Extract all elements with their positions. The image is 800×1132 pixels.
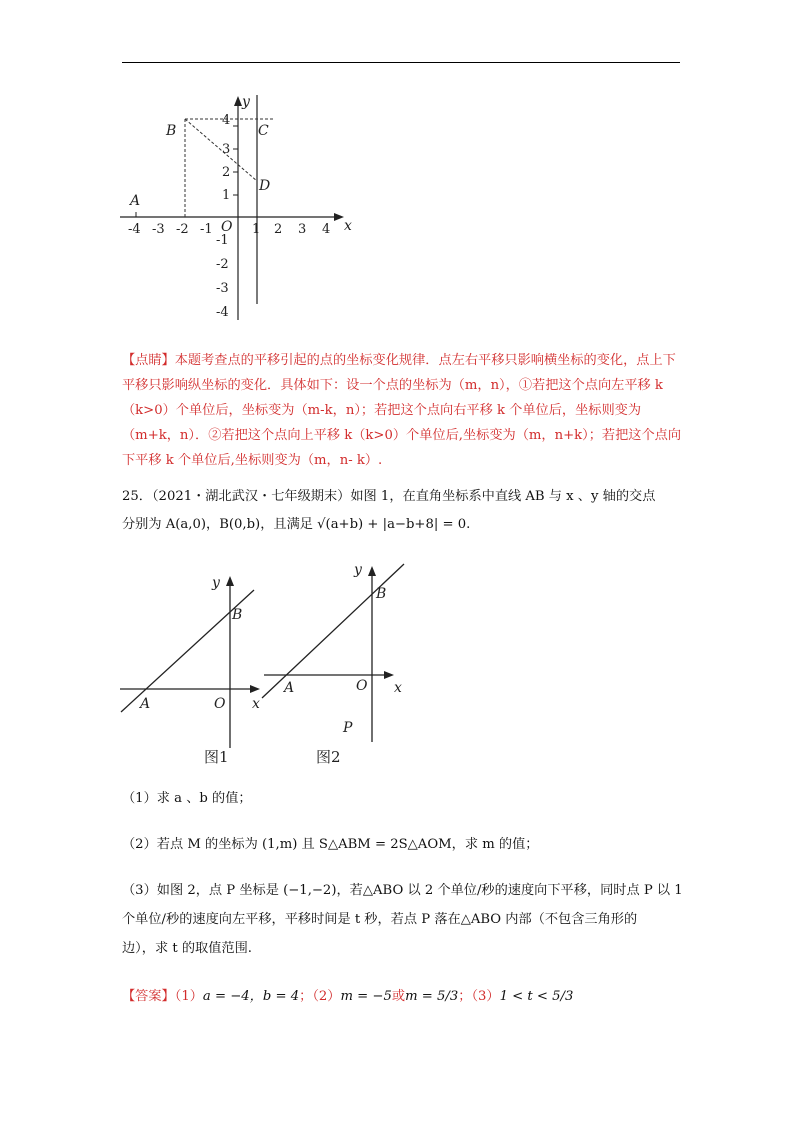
origin-label: O bbox=[221, 219, 233, 235]
y-tick-label: 2 bbox=[222, 165, 231, 180]
fig2-o-label: O bbox=[356, 678, 368, 694]
question-25-line-2: 分别为 A(a,0)，B(0,b)，且满足 √(a+b) + |a−b+8| = 0. bbox=[122, 517, 471, 532]
fig2-caption: 图2 bbox=[316, 748, 341, 766]
coordinate-figure bbox=[118, 92, 358, 328]
x-tick-label: 1 bbox=[252, 222, 261, 237]
y-axis-label: y bbox=[242, 94, 250, 110]
fig2-a-label: A bbox=[284, 680, 295, 696]
question-25-line-1: 25．（2021・湖北武汉・七年级期末）如图 1，在直角坐标系中直线 AB 与 x 、y 轴的交点 bbox=[122, 489, 656, 504]
fig1-x-label: x bbox=[252, 696, 260, 712]
x-tick-label: -2 bbox=[176, 222, 189, 237]
answer-part-3: 1 < t < 5/3 bbox=[499, 989, 574, 1004]
sub-question-3-line-1: （3）如图 2，点 P 坐标是 (−1,−2)，若△ABO 以 2 个单位/秒的速度向下平移，同时点 P 以 1 bbox=[122, 883, 683, 898]
y-tick-label: -3 bbox=[216, 281, 229, 296]
y-tick-label: 1 bbox=[222, 188, 231, 203]
answer-part-2b: m = 5/3 bbox=[405, 989, 459, 1004]
key-point-text: 本题考查点的平移引起的点的坐标变化规律．点左右平移只影响横坐标的变化，点上下平移只影响纵坐标的变化．具体如下：设一个点的坐标为（m，n），①若把这个点向左平移 k（k>0）个单位后，坐标变为（m-k，n）；若把这个点向右平移 k 个单位后，坐标则变为（m+k，n）．②若把这个点向上平移 k（k>0）个单位后,坐标变为（m，n+k）；若把这个点向下平移 k 个单位后,坐标则变为（m，n- k）. bbox=[122, 353, 682, 468]
x-axis-label: x bbox=[344, 218, 352, 234]
sub-question-3-line-2: 个单位/秒的速度向左平移，平移时间是 t 秒，若点 P 落在△ABO 内部（不包含三角形的 bbox=[122, 912, 638, 927]
answer-or: 或 bbox=[391, 989, 406, 1004]
figure-1-and-2 bbox=[118, 560, 428, 770]
y-tick-label: 3 bbox=[222, 142, 231, 157]
fig2-x-label: x bbox=[394, 680, 402, 696]
y-tick-label: -1 bbox=[216, 233, 229, 248]
answer-part-2a: m = −5 bbox=[340, 989, 392, 1004]
x-tick-label: -1 bbox=[200, 222, 213, 237]
header-rule bbox=[122, 62, 680, 63]
fig1-y-label: y bbox=[212, 575, 220, 591]
answer-tag: 【答案】 bbox=[122, 989, 175, 1004]
fig1-b-label: B bbox=[232, 607, 243, 623]
y-tick-label: -2 bbox=[216, 257, 229, 272]
y-tick-label: 4 bbox=[222, 113, 231, 128]
point-d-label: D bbox=[259, 178, 271, 194]
fig2-y-label: y bbox=[354, 562, 362, 578]
answer-line bbox=[122, 984, 692, 1010]
x-tick-label: -3 bbox=[152, 222, 165, 237]
sub-question-3-line-3: 边），求 t 的取值范围. bbox=[122, 941, 252, 956]
point-b-label: B bbox=[166, 123, 177, 139]
key-point-note bbox=[122, 348, 682, 473]
answer-part-1-prefix: （1） bbox=[174, 989, 203, 1004]
answer-part-2-prefix: ；（2） bbox=[299, 989, 341, 1004]
x-tick-label: 2 bbox=[274, 222, 283, 237]
fig1-a-label: A bbox=[140, 696, 151, 712]
y-tick-label: -4 bbox=[216, 305, 229, 320]
fig2-p-label: P bbox=[343, 720, 353, 736]
answer-part-3-prefix: ；（3） bbox=[458, 989, 500, 1004]
fig2-b-label: B bbox=[376, 586, 387, 602]
x-tick-label: -4 bbox=[128, 222, 141, 237]
x-tick-label: 3 bbox=[298, 222, 307, 237]
point-a-label: A bbox=[130, 193, 141, 209]
x-tick-label: 4 bbox=[322, 222, 331, 237]
key-point-tag: 【点睛】 bbox=[122, 353, 175, 368]
fig1-caption: 图1 bbox=[204, 748, 229, 766]
point-c-label: C bbox=[258, 123, 269, 139]
answer-part-1: a = −4，b = 4 bbox=[202, 989, 300, 1004]
sub-question-2: （2）若点 M 的坐标为 (1,m) 且 S△ABM = 2S△AOM，求 m 的值； bbox=[122, 837, 539, 852]
fig1-o-label: O bbox=[214, 696, 226, 712]
sub-question-1: （1）求 a 、b 的值； bbox=[122, 791, 252, 806]
